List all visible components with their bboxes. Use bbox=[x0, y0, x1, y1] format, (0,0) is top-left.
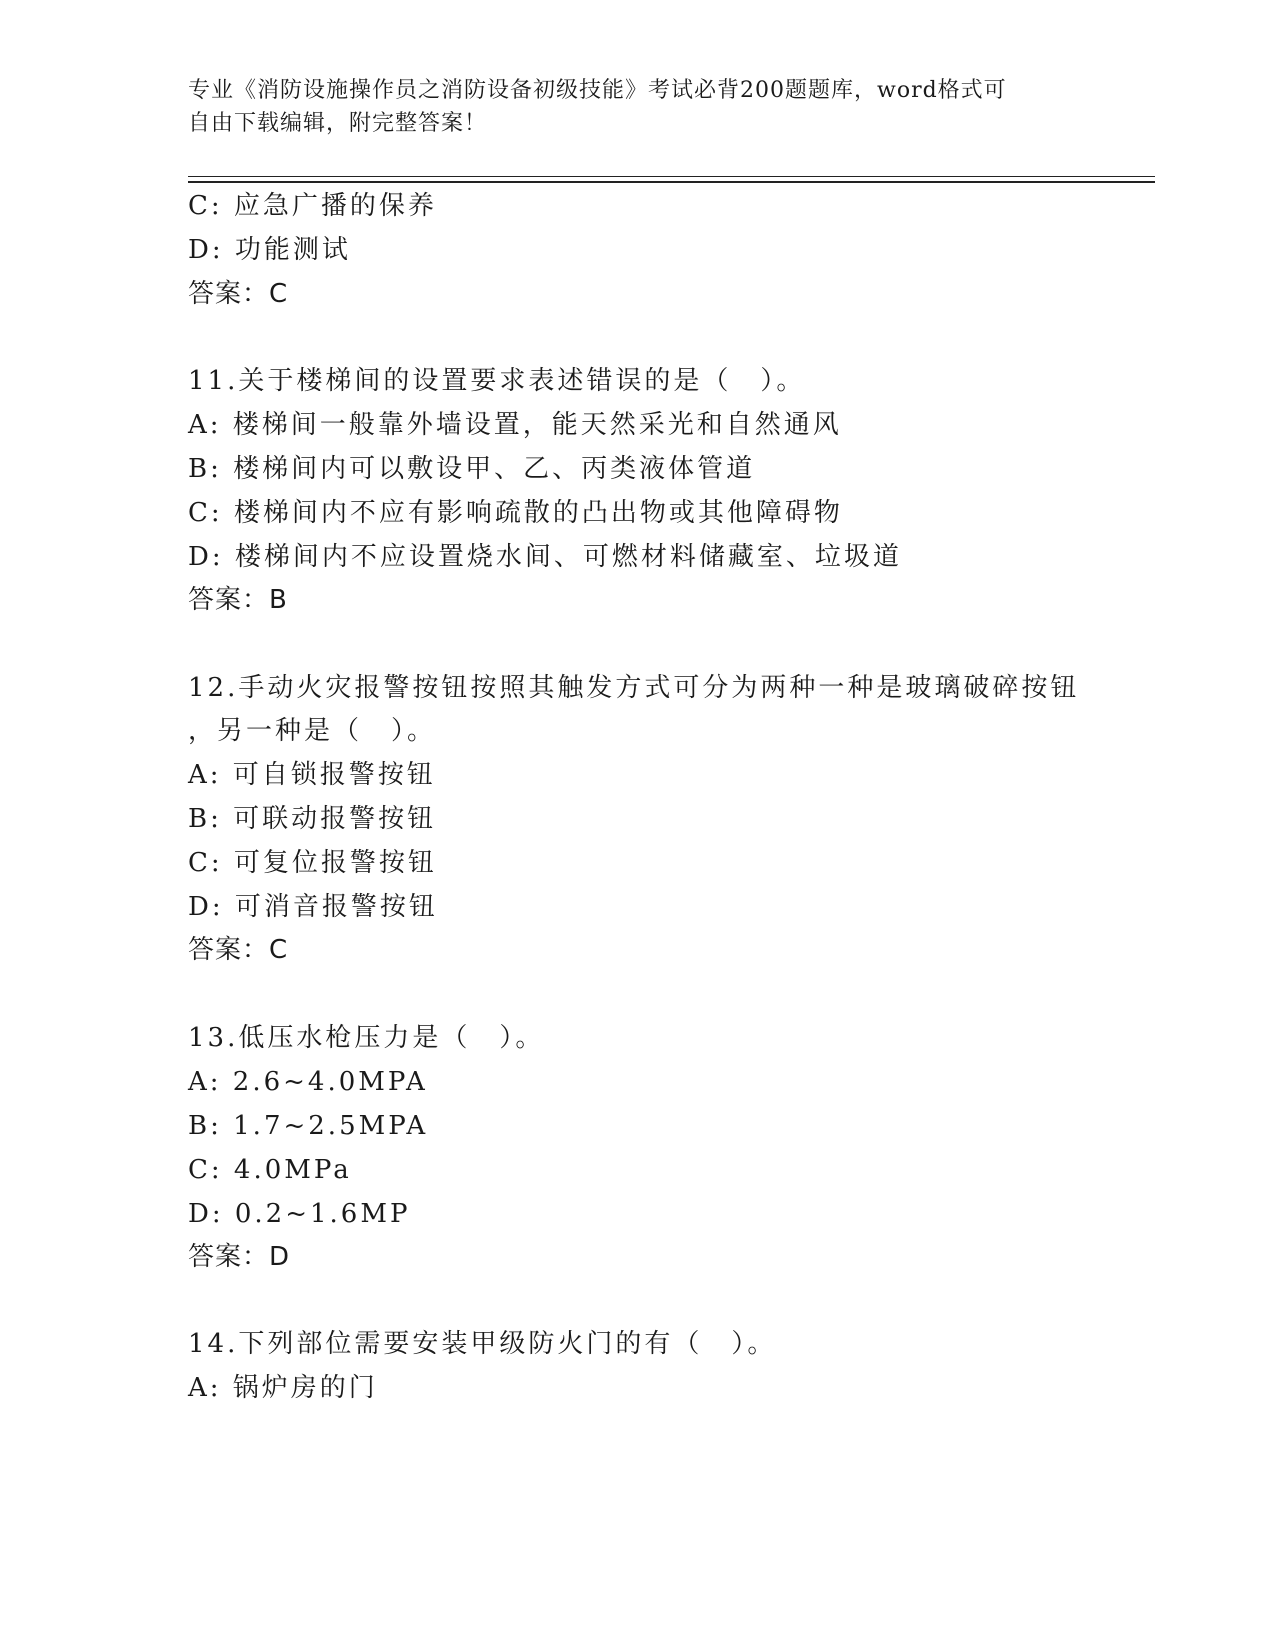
q13-option-c: C: 4.0MPa bbox=[188, 1155, 352, 1185]
q13-option-a: A: 2.6~4.0MPA bbox=[188, 1067, 428, 1097]
q12-option-a: A: 可自锁报警按钮 bbox=[188, 760, 436, 790]
header-title-line-1: 专业《消防设施操作员之消防设备初级技能》考试必背200题题库，word格式可 bbox=[188, 78, 1007, 103]
q12-option-b: B: 可联动报警按钮 bbox=[188, 804, 437, 834]
document-header bbox=[188, 74, 1088, 140]
q11-option-a: A: 楼梯间一般靠外墙设置，能天然采光和自然通风 bbox=[188, 410, 842, 440]
q12-option-c: C: 可复位报警按钮 bbox=[188, 848, 437, 878]
header-title-line-2: 自由下载编辑，附完整答案！ bbox=[188, 111, 488, 136]
q11-stem: 11.关于楼梯间的设置要求表述错误的是（ ）。 bbox=[188, 366, 806, 396]
q13-option-b: B: 1.7~2.5MPA bbox=[188, 1111, 429, 1141]
q10-option-c: C: 应急广播的保养 bbox=[188, 191, 437, 221]
q11-option-d: D: 楼梯间内不应设置烧水间、可燃材料储藏室、垃圾道 bbox=[188, 542, 902, 572]
q12-stem-line-2: ，另一种是（ ）。 bbox=[188, 716, 437, 746]
q14-option-a: A: 锅炉房的门 bbox=[188, 1373, 378, 1403]
q10-option-d: D: 功能测试 bbox=[188, 235, 351, 265]
q13-stem: 13.低压水枪压力是（ ）。 bbox=[188, 1023, 545, 1053]
q11-option-c: C: 楼梯间内不应有影响疏散的凸出物或其他障碍物 bbox=[188, 498, 843, 528]
header-divider-thin bbox=[188, 176, 1155, 177]
q11-option-b: B: 楼梯间内可以敷设甲、乙、丙类液体管道 bbox=[188, 454, 756, 484]
header-divider-thick bbox=[188, 181, 1155, 183]
q14-stem: 14.下列部位需要安装甲级防火门的有（ ）。 bbox=[188, 1329, 777, 1359]
q12-answer: 答案：C bbox=[188, 935, 289, 965]
q11-answer: 答案：B bbox=[188, 585, 288, 615]
q10-answer: 答案：C bbox=[188, 279, 289, 309]
q12-option-d: D: 可消音报警按钮 bbox=[188, 892, 438, 922]
q13-answer: 答案：D bbox=[188, 1242, 291, 1272]
q12-stem-line-1: 12.手动火灾报警按钮按照其触发方式可分为两种一种是玻璃破碎按钮 bbox=[188, 673, 1080, 703]
q13-option-d: D: 0.2~1.6MP bbox=[188, 1199, 411, 1229]
